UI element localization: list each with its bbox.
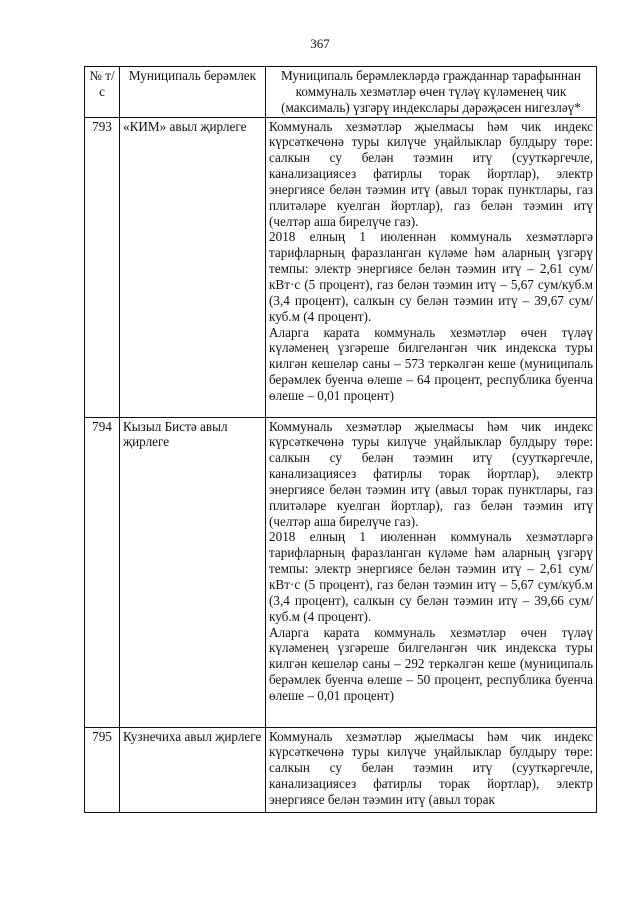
population-paragraph: Аларга карата коммуналь хезмәтләр өчен түләү күләменең үзгәреше билгеләнгән чик индекска туры килгән кешеләр саны – 292 теркәлгән кеше (муниципаль берәмлек буенча өлеше – 50 процент, республика буенча өлеше – 0,01 процент) bbox=[269, 624, 593, 703]
index-table bbox=[84, 66, 597, 813]
tariffs-paragraph: 2018 елның 1 июленнән коммуналь хезмәтләргә тарифларның фаразланган күләме һәм аларның үзгәрү темпы: электр энергиясе белән тәэмин итү – 2,61 сум/кВт·с (5 процент), газ белән тәэмин итү – 5,67 сум/куб.м (3,4 процент), салкын су белән тәэмин итү – 39,66 сум/куб.м (4 процент). bbox=[269, 529, 593, 624]
index-justification bbox=[266, 727, 597, 812]
municipality-name: Кызыл Бистә авыл җирлеге bbox=[120, 417, 266, 727]
table-row bbox=[85, 727, 597, 812]
services-paragraph: Коммуналь хезмәтләр җыелмасы һәм чик индекс күрсәткечөнә туры килүче уңайлыклар булдыру төре: салкын су белән тәэмин итү (сууткәргечле, канализациясез фатирлы торак йортлар), электр энергиясе белән тәэмин итү (авыл торак bbox=[269, 728, 593, 807]
row-number: 793 bbox=[85, 117, 120, 417]
tariffs-paragraph: 2018 елның 1 июленнән коммуналь хезмәтләргә тарифларның фаразланган күләме һәм аларның үзгәрү темпы: электр энергиясе белән тәэмин итү – 2,61 сум/кВт·с (5 процент), газ белән тәэмин итү – 5,67 сум/куб.м (3,4 процент), салкын су белән тәэмин итү – 39,67 сум/куб.м (4 процент). bbox=[269, 229, 593, 324]
header-number: № т/с bbox=[85, 67, 120, 118]
row-number: 794 bbox=[85, 417, 120, 727]
header-index-justification: Муниципаль берәмлекләрдә гражданнар тарафыннан коммуналь хезмәтләр өчен түләү күләменең чик (максималь) үзгәрү индекслары дәрәҗәсен нигезләү* bbox=[266, 67, 597, 118]
index-justification bbox=[266, 417, 597, 727]
index-justification bbox=[266, 117, 597, 417]
services-paragraph: Коммуналь хезмәтләр җыелмасы һәм чик индекс күрсәткечөнә туры килүче уңайлыклар булдыру төре: салкын су белән тәэмин итү (сууткәргечле, канализациясез фатирлы торак йортлар), электр энергиясе белән тәэмин итү (авыл торак пунктлары, газ плитәләре куелган йортлар), газ белән тәэмин итү (челтәр аша бирелүче газ). bbox=[269, 418, 593, 529]
page-number: 367 bbox=[310, 36, 330, 51]
municipality-name: «КИМ» авыл җирлеге bbox=[120, 117, 266, 417]
table-header bbox=[85, 67, 597, 118]
header-municipality: Муниципаль берәмлек bbox=[120, 67, 266, 118]
row-number: 795 bbox=[85, 727, 120, 812]
population-paragraph: Аларга карата коммуналь хезмәтләр өчен түләү күләменең үзгәреше билгеләнгән чик индекска туры килгән кешеләр саны – 573 теркәлгән кеше (муниципаль берәмлек буенча өлеше – 64 процент, республика буенча өлеше – 0,01 процент) bbox=[269, 324, 593, 403]
table-row bbox=[85, 417, 597, 727]
table-row bbox=[85, 117, 597, 417]
municipality-name: Кузнечиха авыл җирлеге bbox=[120, 727, 266, 812]
services-paragraph: Коммуналь хезмәтләр җыелмасы һәм чик индекс күрсәткечөнә туры килүче уңайлыклар булдыру төре: салкын су белән тәэмин итү (сууткәргечле, канализациясез фатирлы торак йортлар), электр энергиясе белән тәэмин итү (авыл торак пунктлары, газ плитәләре куелган йортлар), газ белән тәэмин итү (челтәр аша бирелүче газ). bbox=[269, 118, 593, 229]
